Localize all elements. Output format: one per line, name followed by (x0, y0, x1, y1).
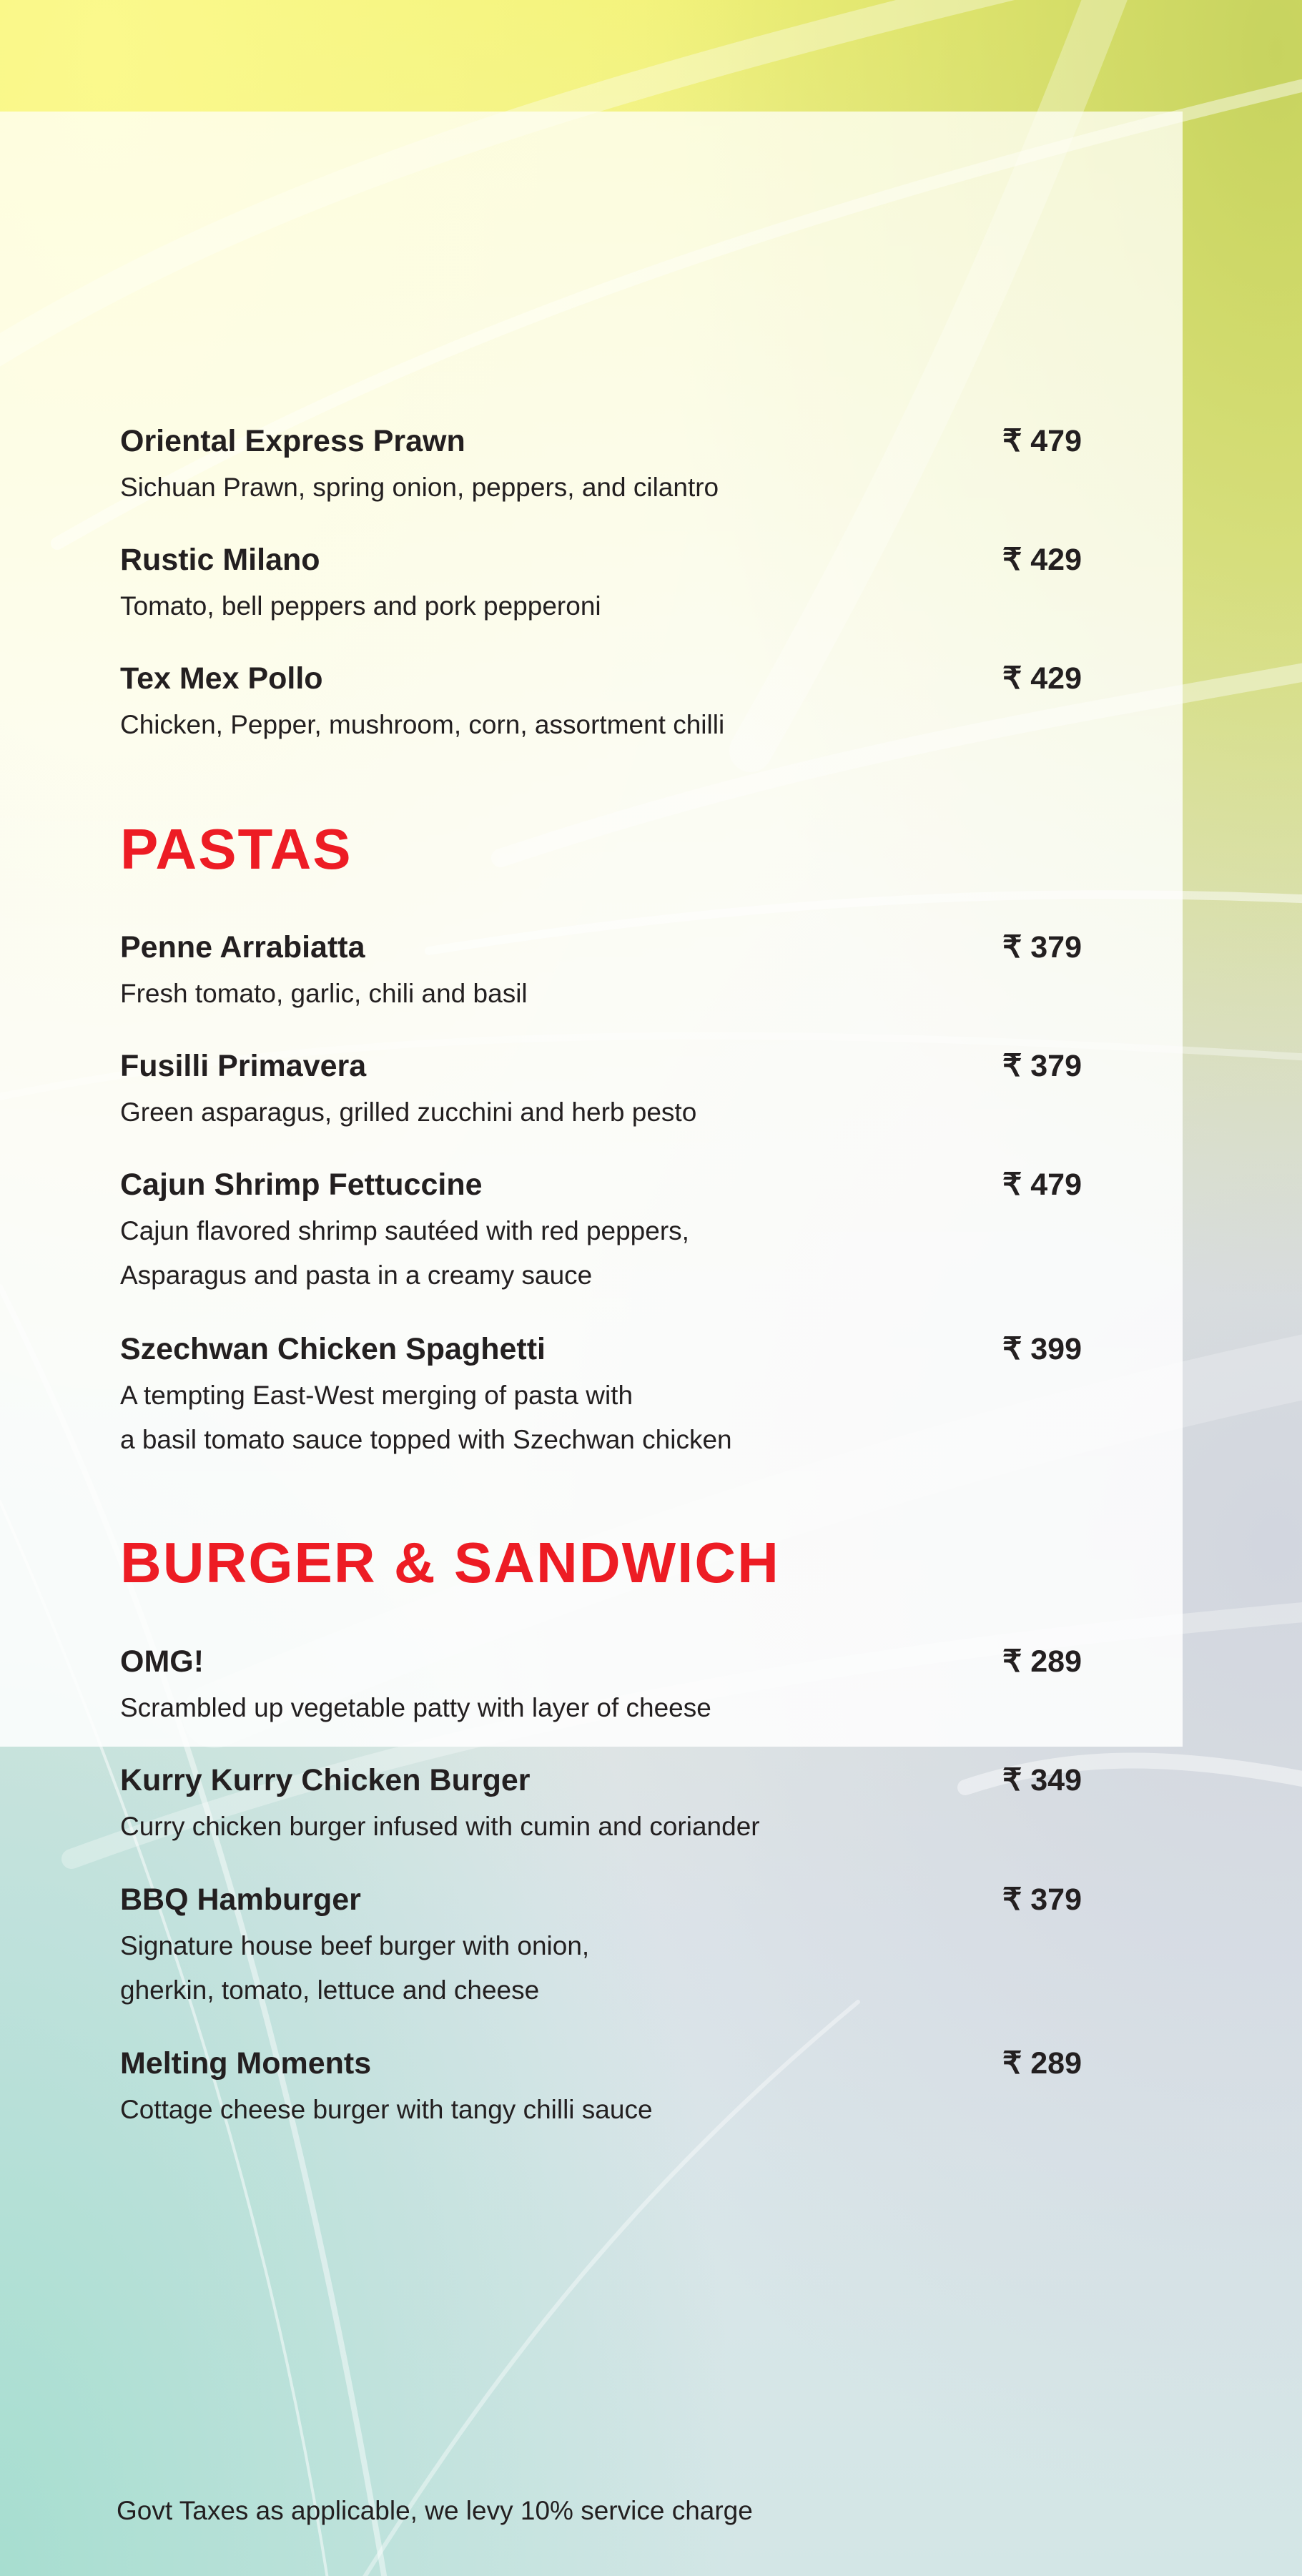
menu-item (120, 928, 1082, 1016)
section-title-pastas: PASTAS (120, 817, 352, 881)
menu-item-name: Kurry Kurry Chicken Burger (120, 1763, 531, 1797)
menu-item-name: OMG! (120, 1644, 204, 1679)
menu-item (120, 422, 1082, 510)
menu-item (120, 1880, 1082, 2013)
menu-item-description: Fresh tomato, garlic, chili and basil (120, 979, 528, 1008)
menu-item-description: Scrambled up vegetable patty with layer of cheese (120, 1693, 711, 1722)
menu-item-price: ₹ 289 (1002, 2046, 1082, 2081)
menu-item-description: gherkin, tomato, lettuce and cheese (120, 1975, 540, 2005)
menu-item-price: ₹ 379 (1002, 1882, 1082, 1917)
menu-item-price: ₹ 429 (1002, 661, 1082, 696)
menu-item-name: Oriental Express Prawn (120, 424, 465, 458)
menu-item-price: ₹ 379 (1002, 1049, 1082, 1083)
menu-item-name: Rustic Milano (120, 543, 320, 577)
menu-item-name: Fusilli Primavera (120, 1049, 367, 1083)
menu-item (120, 659, 1082, 747)
menu-item-description: A tempting East-West merging of pasta with (120, 1381, 633, 1410)
menu-item-price: ₹ 429 (1002, 543, 1082, 577)
menu-item (120, 1165, 1082, 1298)
section-title-burger-sandwich: BURGER & SANDWICH (120, 1531, 780, 1594)
menu-item-price: ₹ 479 (1002, 424, 1082, 458)
menu-item-name: Penne Arrabiatta (120, 930, 365, 964)
menu-item (120, 541, 1082, 628)
menu-item-name: Szechwan Chicken Spaghetti (120, 1332, 546, 1366)
menu-item-name: Melting Moments (120, 2046, 372, 2081)
menu-item-price: ₹ 349 (1002, 1763, 1082, 1797)
menu-item-description: Asparagus and pasta in a creamy sauce (120, 1260, 593, 1290)
menu-item-description: Chicken, Pepper, mushroom, corn, assortment chilli (120, 710, 725, 739)
menu-item-description: a basil tomato sauce topped with Szechwan chicken (120, 1425, 732, 1454)
menu-item-description: Cajun flavored shrimp sautéed with red peppers, (120, 1216, 689, 1245)
menu-item-description: Signature house beef burger with onion, (120, 1931, 590, 1960)
menu-item-description: Tomato, bell peppers and pork pepperoni (120, 591, 601, 621)
menu-item-price: ₹ 479 (1002, 1168, 1082, 1202)
menu-item-description: Cottage cheese burger with tangy chilli sauce (120, 2095, 653, 2124)
menu-item (120, 1642, 1082, 1730)
menu-item (120, 1330, 1082, 1462)
menu-item-name: BBQ Hamburger (120, 1882, 361, 1917)
menu-item-name: Tex Mex Pollo (120, 661, 323, 696)
menu-item-description: Green asparagus, grilled zucchini and herb pesto (120, 1097, 697, 1127)
menu-item (120, 2044, 1082, 2132)
menu-item-description: Curry chicken burger infused with cumin and coriander (120, 1812, 760, 1841)
menu-item-description: Sichuan Prawn, spring onion, peppers, and cilantro (120, 473, 719, 502)
footer-tax-note: Govt Taxes as applicable, we levy 10% service charge (117, 2496, 753, 2525)
menu-item-price: ₹ 289 (1002, 1644, 1082, 1679)
menu-item-price: ₹ 399 (1002, 1332, 1082, 1366)
menu-item-name: Cajun Shrimp Fettuccine (120, 1168, 483, 1202)
menu-item (120, 1047, 1082, 1135)
menu-item-price: ₹ 379 (1002, 930, 1082, 964)
menu-item (120, 1761, 1082, 1849)
